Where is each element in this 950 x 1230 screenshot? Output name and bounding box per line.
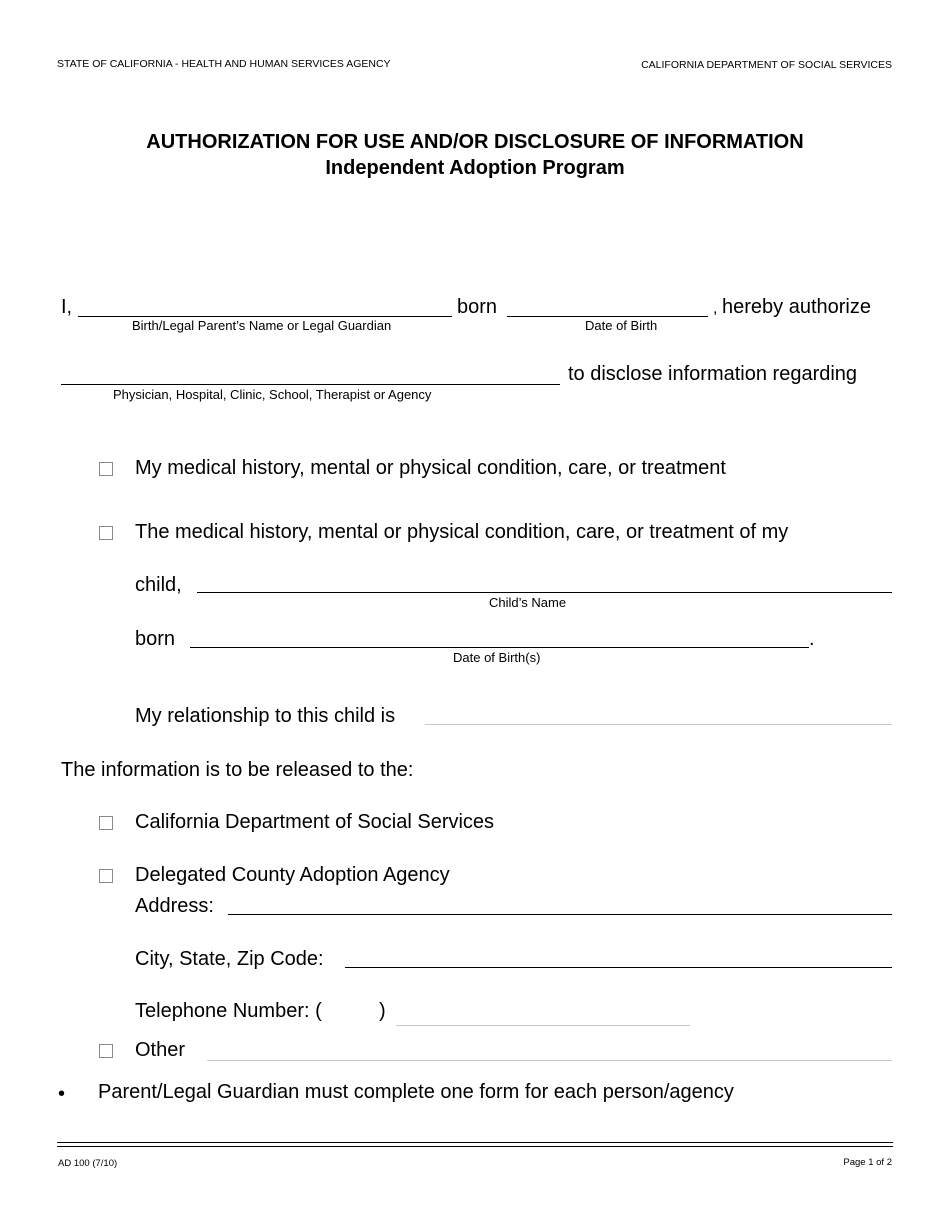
disclose-text: to disclose information regarding xyxy=(568,363,858,385)
child-label: child, xyxy=(135,574,182,596)
address-field[interactable] xyxy=(228,914,892,915)
other-field[interactable] xyxy=(207,1060,892,1061)
relationship-label: My relationship to this child is xyxy=(135,705,396,727)
self-history-label: My medical history, mental or physical condition, care, or treatment xyxy=(135,457,726,479)
department-header: CALIFORNIA DEPARTMENT OF SOCIAL SERVICES xyxy=(641,59,892,71)
self-history-checkbox[interactable] xyxy=(99,462,113,476)
form-title: AUTHORIZATION FOR USE AND/OR DISCLOSURE OF INFORMATION xyxy=(146,131,804,153)
form-subtitle: Independent Adoption Program xyxy=(325,157,625,179)
footer-rule-bottom xyxy=(57,1146,893,1147)
child-dob-field[interactable] xyxy=(190,647,809,648)
child-history-label: The medical history, mental or physical condition, care, or treatment of my xyxy=(135,521,789,543)
note-bullet: • xyxy=(58,1083,66,1105)
hereby-authorize-text: hereby authorize xyxy=(722,296,871,318)
child-history-checkbox[interactable] xyxy=(99,526,113,540)
telephone-label: Telephone Number: ( xyxy=(135,1000,322,1022)
telephone-field[interactable] xyxy=(396,1025,690,1026)
county-agency-checkbox[interactable] xyxy=(99,869,113,883)
other-label: Other xyxy=(135,1039,186,1061)
comma-separator: , xyxy=(713,300,718,317)
parent-name-field[interactable] xyxy=(78,316,452,317)
cdss-label: California Department of Social Services xyxy=(135,811,495,833)
child-born-label: born xyxy=(135,628,176,650)
child-name-field[interactable] xyxy=(197,592,892,593)
child-dob-period: . xyxy=(809,628,815,650)
county-agency-label: Delegated County Adoption Agency xyxy=(135,864,450,886)
parent-dob-caption: Date of Birth xyxy=(585,318,658,333)
footer-rule-top xyxy=(57,1142,893,1143)
born-label: born xyxy=(457,296,498,318)
child-name-caption: Child’s Name xyxy=(489,595,567,610)
note-text: Parent/Legal Guardian must complete one form for each person/agency xyxy=(98,1081,734,1103)
telephone-area-close: ) xyxy=(379,1000,386,1022)
city-state-zip-field[interactable] xyxy=(345,967,892,968)
release-heading: The information is to be released to the: xyxy=(61,759,414,781)
provider-field[interactable] xyxy=(61,384,560,385)
parent-dob-field[interactable] xyxy=(507,316,708,317)
form-number: AD 100 (7/10) xyxy=(58,1158,118,1169)
agency-header: STATE OF CALIFORNIA - HEALTH AND HUMAN SERVICES AGENCY xyxy=(57,58,391,70)
relationship-field[interactable] xyxy=(425,724,892,725)
provider-caption: Physician, Hospital, Clinic, School, Therapist or Agency xyxy=(113,387,432,402)
authorization-prefix: I, xyxy=(61,296,73,318)
parent-name-caption: Birth/Legal Parent’s Name or Legal Guardian xyxy=(132,318,392,333)
address-label: Address: xyxy=(135,895,214,917)
child-dob-caption: Date of Birth(s) xyxy=(453,650,541,665)
city-state-zip-label: City, State, Zip Code: xyxy=(135,948,324,970)
page-number: Page 1 of 2 xyxy=(843,1157,892,1168)
other-checkbox[interactable] xyxy=(99,1044,113,1058)
cdss-checkbox[interactable] xyxy=(99,816,113,830)
